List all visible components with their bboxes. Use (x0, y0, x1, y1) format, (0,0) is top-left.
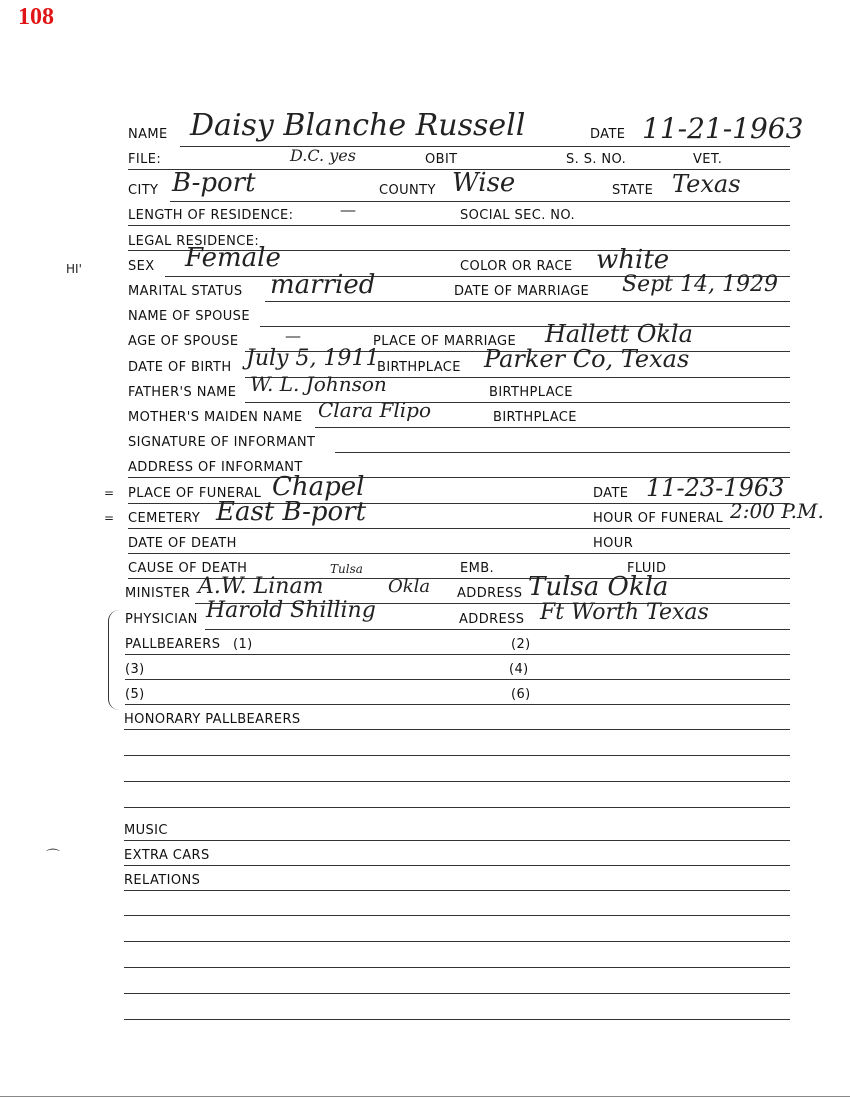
obit-label: OBIT (425, 152, 458, 167)
place-of-marriage-value: Hallett Okla (545, 320, 693, 348)
date-of-birth-label: DATE OF BIRTH (128, 360, 232, 375)
minister-address-label: ADDRESS (457, 586, 523, 601)
pallbearer-line-3 (125, 704, 790, 705)
pallbearer-1-label: (1) (233, 637, 253, 652)
music-line (124, 840, 790, 841)
minister-address-value: Tulsa Okla (528, 572, 669, 602)
county-value: Wise (452, 168, 516, 198)
relations-line-5 (124, 993, 790, 994)
pallbearer-6-label: (6) (511, 687, 531, 702)
color-or-race-value: white (596, 245, 670, 275)
margin-squiggle: ⌒ (46, 849, 60, 865)
pallbearer-4-label: (4) (509, 662, 529, 677)
physician-value: Harold Shilling (206, 598, 376, 623)
place-of-marriage-label: PLACE OF MARRIAGE (373, 334, 517, 349)
vet-label: VET. (693, 152, 723, 167)
marital-status-value: married (270, 270, 376, 300)
hour-of-funeral-label: HOUR OF FUNERAL (593, 511, 724, 526)
state-value: Texas (672, 170, 741, 198)
honorary-line-4 (124, 807, 790, 808)
spouse-line (260, 326, 790, 327)
marital-status-label: MARITAL STATUS (128, 284, 243, 299)
date-label: DATE (590, 127, 626, 142)
name-line (180, 146, 790, 147)
hour-of-funeral-value: 2:00 P.M. (730, 499, 824, 523)
age-of-spouse-value: — (285, 326, 301, 345)
pallbearer-5-label: (5) (125, 687, 145, 702)
birthplace-label: BIRTHPLACE (377, 360, 461, 375)
mothers-maiden-name-label: MOTHER'S MAIDEN NAME (128, 410, 303, 425)
minister-note: Tulsa (330, 562, 363, 576)
date-of-marriage-label: DATE OF MARRIAGE (454, 284, 590, 299)
name-label: NAME (128, 127, 168, 142)
county-label: COUNTY (379, 183, 436, 198)
fathers-name-value: W. L. Johnson (250, 372, 387, 396)
minister-label: MINISTER (125, 586, 191, 601)
file-value: D.C. yes (290, 146, 356, 165)
margin-mark-2: = (104, 511, 115, 525)
sex-label: SEX (128, 259, 155, 274)
funeral-date-label: DATE (593, 486, 629, 501)
relations-line-1 (124, 890, 790, 891)
state-label: STATE (612, 183, 654, 198)
residence-line (128, 225, 790, 226)
extra-cars-line (124, 865, 790, 866)
pallbearer-line-2 (125, 679, 790, 680)
pallbearers-label: PALLBEARERS (125, 637, 221, 652)
pallbearer-2-label: (2) (511, 637, 531, 652)
margin-mark-1: = (104, 486, 115, 500)
music-label: MUSIC (124, 823, 168, 838)
name-value: Daisy Blanche Russell (190, 108, 526, 143)
age-of-spouse-label: AGE OF SPOUSE (128, 334, 239, 349)
honorary-line-2 (124, 755, 790, 756)
date-of-birth-value: July 5, 1911 (246, 346, 380, 371)
city-value: B-port (172, 168, 256, 198)
date-of-death-label: DATE OF DEATH (128, 536, 237, 551)
mother-line (315, 427, 790, 428)
pallbearer-line-1 (125, 654, 790, 655)
mother-birthplace-label: BIRTHPLACE (493, 410, 577, 425)
page-bottom-edge (0, 1096, 850, 1097)
margin-note: HI' (66, 262, 82, 276)
address-of-informant-label: ADDRESS OF INFORMANT (128, 460, 303, 475)
fathers-name-label: FATHER'S NAME (128, 385, 237, 400)
color-or-race-label: COLOR OR RACE (460, 259, 573, 274)
ss-no-label: S. S. NO. (566, 152, 627, 167)
physician-line (205, 629, 790, 630)
cause-of-death-label: CAUSE OF DEATH (128, 561, 248, 576)
physician-address-value: Ft Worth Texas (540, 600, 709, 625)
hour-label: HOUR (593, 536, 634, 551)
relations-line-4 (124, 967, 790, 968)
pallbearer-brace (108, 610, 119, 710)
signature-of-informant-label: SIGNATURE OF INFORMANT (128, 435, 316, 450)
date-value: 11-21-1963 (642, 112, 804, 145)
funeral-date-value: 11-23-1963 (646, 474, 785, 502)
birthplace-value: Parker Co, Texas (484, 345, 690, 373)
honorary-line-1 (124, 729, 790, 730)
father-birthplace-label: BIRTHPLACE (489, 385, 573, 400)
page-number: 108 (18, 4, 54, 30)
relations-line-3 (124, 941, 790, 942)
name-of-spouse-label: NAME OF SPOUSE (128, 309, 250, 324)
relations-line-2 (124, 915, 790, 916)
file-label: FILE: (128, 152, 162, 167)
date-of-marriage-value: Sept 14, 1929 (622, 272, 778, 297)
signature-line (335, 452, 790, 453)
length-of-residence-value: — (340, 200, 356, 219)
cemetery-value: East B-port (216, 497, 367, 527)
relations-line-6 (124, 1019, 790, 1020)
legal-residence-label: LEGAL RESIDENCE: (128, 234, 260, 249)
relations-label: RELATIONS (124, 873, 201, 888)
extra-cars-label: EXTRA CARS (124, 848, 210, 863)
marital-line (265, 301, 790, 302)
cemetery-label: CEMETERY (128, 511, 201, 526)
honorary-pallbearers-label: HONORARY PALLBEARERS (124, 712, 301, 727)
minister-extra: Okla (388, 576, 431, 597)
social-sec-no-label: SOCIAL SEC. NO. (460, 208, 576, 223)
city-label: CITY (128, 183, 159, 198)
length-of-residence-label: LENGTH OF RESIDENCE: (128, 208, 294, 223)
cemetery-line (128, 528, 790, 529)
city-line (170, 201, 790, 202)
honorary-line-3 (124, 781, 790, 782)
place-of-funeral-value: Chapel (272, 472, 365, 502)
death-line (128, 553, 790, 554)
mothers-maiden-name-value: Clara Flipo (318, 398, 431, 422)
physician-address-label: ADDRESS (459, 612, 525, 627)
emb-label: EMB. (460, 561, 495, 576)
minister-value: A.W. Linam (198, 574, 324, 599)
physician-label: PHYSICIAN (125, 612, 198, 627)
pallbearer-3-label: (3) (125, 662, 145, 677)
fluid-label: FLUID (627, 561, 667, 576)
place-of-funeral-label: PLACE OF FUNERAL (128, 486, 262, 501)
sex-value: Female (185, 243, 281, 273)
